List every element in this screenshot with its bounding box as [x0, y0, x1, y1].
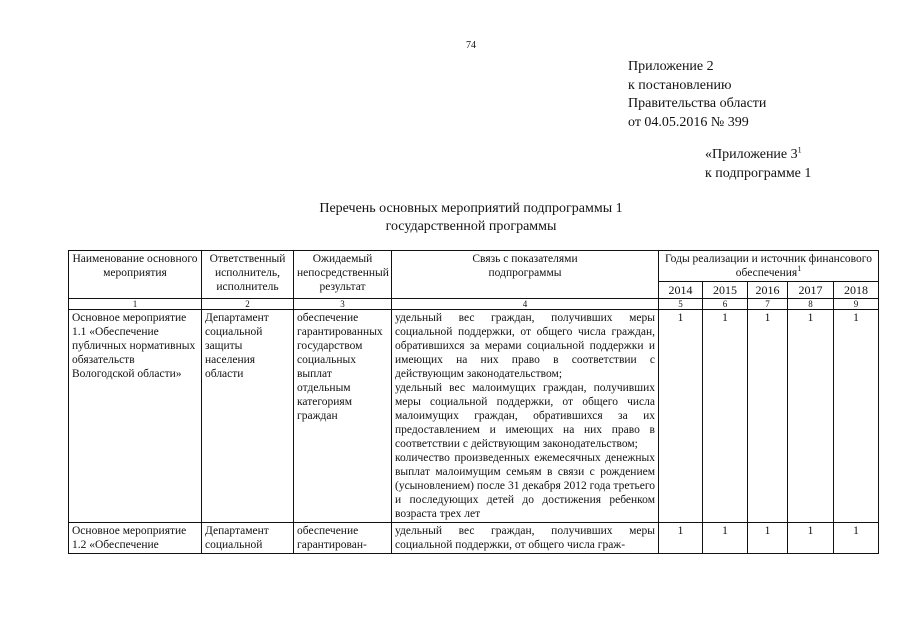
year-value: 1: [659, 523, 703, 554]
column-number: 7: [748, 299, 788, 310]
appendix-line: Приложение 2: [628, 59, 714, 74]
indicator-item: удельный вес малоимущих граждан, получивших меры социальной поддержки, от общего числа малоимущих граждан, обратившихся за их предоставлением и имеющих на них право в соответствии с действующим законодательством;: [395, 382, 655, 450]
header-year: 2016: [748, 282, 788, 299]
sub-appendix-text: «Приложение 3: [705, 147, 798, 162]
appendix-header: [628, 58, 766, 132]
header-years-group: [659, 251, 879, 282]
table-row: [69, 523, 879, 554]
column-number: 4: [392, 299, 659, 310]
column-number: 6: [703, 299, 748, 310]
year-value: 1: [703, 523, 748, 554]
header-col-result: Ожидаемый непосредственный результат: [294, 251, 392, 299]
measure-result: обеспечение гарантирован-: [294, 523, 392, 554]
column-number: 2: [202, 299, 294, 310]
sub-appendix-header: [705, 146, 811, 183]
measure-indicators: [392, 310, 659, 523]
year-value: 1: [703, 310, 748, 523]
table-row: [69, 310, 879, 523]
year-value: 1: [834, 523, 879, 554]
column-number: 1: [69, 299, 202, 310]
indicator-item: удельный вес граждан, получивших меры социальной поддержки, от общего числа граж-: [395, 525, 655, 551]
measure-responsible: Департамент социальной: [202, 523, 294, 554]
measure-name: Основное мероприятие 1.2 «Обеспечение: [69, 523, 202, 554]
year-value: 1: [748, 523, 788, 554]
measure-result: обеспечение гарантированных государством социальных выплат отдельным категориям граждан: [294, 310, 392, 523]
header-year: 2015: [703, 282, 748, 299]
column-number: 8: [788, 299, 834, 310]
footnote-mark: 1: [797, 264, 802, 274]
appendix-line: к постановлению: [628, 77, 732, 93]
header-col-indicators: Связь с показателями подпрограммы: [392, 251, 659, 299]
indicator-item: удельный вес граждан, получивших меры социальной поддержки, от общего числа граждан, обратившихся за мерами социальной поддержки и имеющих на них право в соответствии с действующим законодательством;: [395, 312, 655, 380]
header-year: 2014: [659, 282, 703, 299]
measure-indicators: [392, 523, 659, 554]
sub-appendix-line1: [705, 146, 811, 165]
header-col-responsible: Ответственный исполнитель, исполнитель: [202, 251, 294, 299]
years-group-label: Годы реализации и источник финансового обеспечения: [665, 253, 872, 279]
page-number: 74: [466, 40, 476, 51]
year-value: 1: [659, 310, 703, 523]
year-value: 1: [834, 310, 879, 523]
appendix-line: от 04.05.2016 № 399: [628, 114, 749, 130]
title-line2: государственной программы: [385, 219, 557, 234]
title-line1: Перечень основных мероприятий подпрограммы 1: [319, 201, 623, 216]
column-number: 3: [294, 299, 392, 310]
document-title: [0, 200, 905, 236]
header-year: 2017: [788, 282, 834, 299]
column-number: 9: [834, 299, 879, 310]
measure-name: Основное мероприятие 1.1 «Обеспечение публичных нормативных обязательств Вологодской области»: [69, 310, 202, 523]
column-number-row: [69, 299, 879, 310]
indicator-item: количество произведенных ежемесячных денежных выплат малоимущим семьям в связи с рождением (усыновлением) после 31 декабря 2012 года третьего и последующих детей до достижения ребенком возраста трех лет: [395, 452, 655, 520]
measure-responsible: Департамент социальной защиты населения области: [202, 310, 294, 523]
year-value: 1: [788, 523, 834, 554]
year-value: 1: [788, 310, 834, 523]
year-value: 1: [748, 310, 788, 523]
header-row: [69, 251, 879, 282]
appendix-line: Правительства области: [628, 96, 767, 111]
header-col-name: Наименование основного мероприятия: [69, 251, 202, 299]
sub-appendix-line2: к подпрограмме 1: [705, 165, 812, 181]
column-number: 5: [659, 299, 703, 310]
header-year: 2018: [834, 282, 879, 299]
measures-table: [68, 250, 879, 554]
footnote-mark: 1: [797, 145, 802, 155]
